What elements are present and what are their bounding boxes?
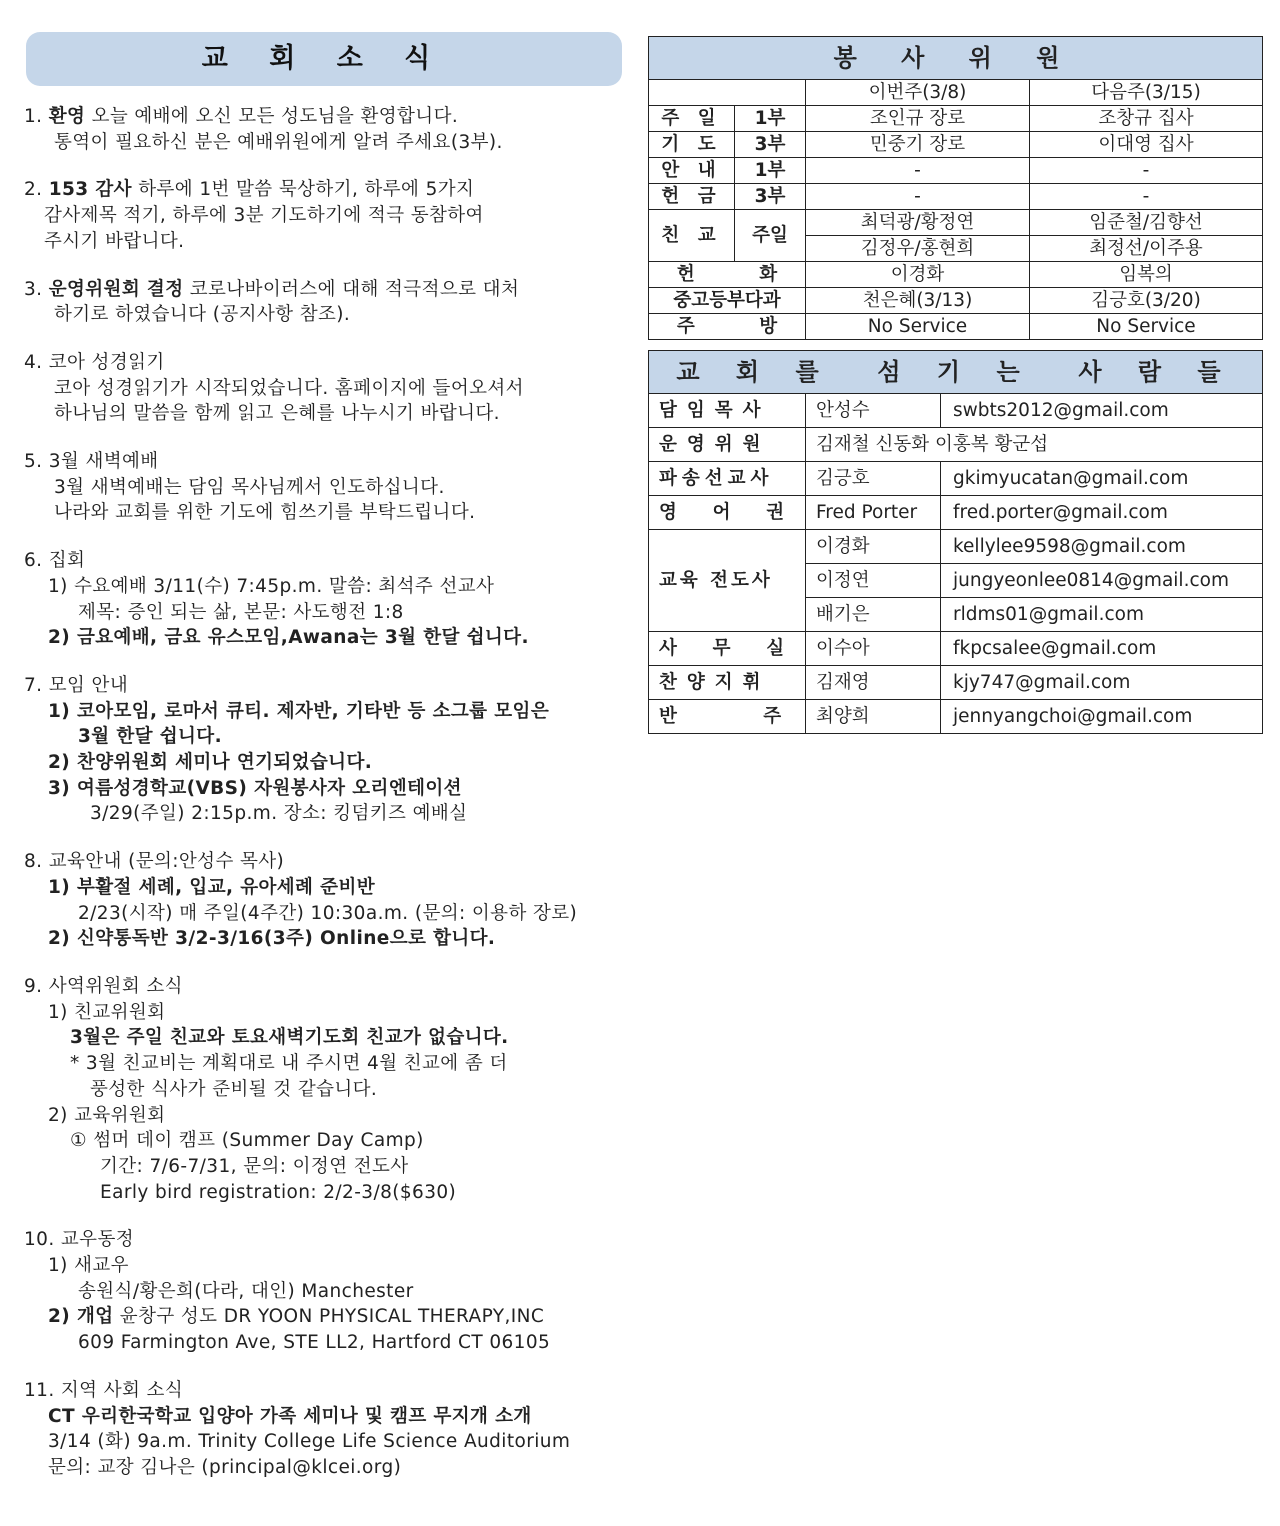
kitchen-this: No Service xyxy=(806,314,1030,340)
staff-name: 김긍호 xyxy=(806,462,941,496)
item-text: 오늘 예배에 오신 모든 성도님을 환영합니다. xyxy=(91,106,459,127)
staff-table xyxy=(648,350,1263,734)
staff-row xyxy=(649,394,1263,428)
blank-cell xyxy=(649,80,806,106)
staff-email-link[interactable]: kellylee9598@gmail.com xyxy=(941,530,1263,564)
item-number: 9. xyxy=(24,975,43,997)
staff-name: 배기은 xyxy=(806,598,941,632)
prayer-3-this: 민중기 장로 xyxy=(806,132,1030,158)
item-line: 609 Farmington Ave, STE LL2, Hartford CT 06105 xyxy=(78,1332,551,1354)
prayer-label-2: 기 도 xyxy=(649,132,735,158)
item-line: 3월은 주일 친교와 토요새벽기도회 친교가 없습니다. xyxy=(70,1027,509,1049)
item-number: 3. xyxy=(24,278,43,300)
item-line: 2) 찬양위원회 세미나 연기되었습니다. xyxy=(48,752,373,774)
item-heading: 교육안내 xyxy=(48,851,122,873)
item-line: 제목: 증인 되는 삶, 본문: 사도행전 1:8 xyxy=(78,601,404,623)
item-line: 2) 금요예배, 금요 유스모임,Awana는 3월 한달 쉽니다. xyxy=(48,627,529,649)
staff-name: 안성수 xyxy=(806,394,941,428)
flower-this: 이경화 xyxy=(806,262,1030,288)
item-line: 송원식/황은희(다라, 대인) Manchester xyxy=(78,1280,414,1302)
kitchen-next: No Service xyxy=(1030,314,1263,340)
usher-3-this: - xyxy=(806,184,1030,210)
staff-email-link[interactable]: swbts2012@gmail.com xyxy=(941,394,1263,428)
item-line-label: 2) 개업 xyxy=(48,1306,114,1328)
staff-email-link[interactable]: kjy747@gmail.com xyxy=(941,666,1263,700)
news-item-8 xyxy=(24,849,634,952)
item-line: * 3월 친교비는 계획대로 내 주시면 4월 친교에 좀 더 xyxy=(70,1053,508,1075)
news-item-4 xyxy=(24,350,634,427)
staff-name: 최양희 xyxy=(806,700,941,734)
staff-email-link[interactable]: jennyangchoi@gmail.com xyxy=(941,700,1263,734)
item-line: CT 우리한국학교 입양아 가족 세미나 및 캠프 무지개 소개 xyxy=(48,1405,532,1427)
item-number: 1. xyxy=(24,106,43,127)
usher-label: 안 내 xyxy=(649,158,735,184)
staff-name: 김재영 xyxy=(806,666,941,700)
item-line: 1) 친교위원회 xyxy=(48,1001,166,1023)
church-news-list xyxy=(24,104,634,1503)
staff-role: 파송선교사 xyxy=(649,462,806,496)
item-line: 하기로 하였습니다 (공지사항 참조). xyxy=(54,304,351,326)
item-note: (문의:안성수 목사) xyxy=(128,851,285,873)
fellowship-label: 친 교 xyxy=(649,210,735,262)
flower-label: 헌 화 xyxy=(649,262,806,288)
item-line: 문의: 교장 김나은 (principal@klcei.org) xyxy=(48,1456,402,1478)
staff-email-link[interactable]: gkimyucatan@gmail.com xyxy=(941,462,1263,496)
item-line: 3/29(주일) 2:15p.m. 장소: 킹덤키즈 예배실 xyxy=(90,803,468,825)
item-line: 2) 교육위원회 xyxy=(48,1104,166,1126)
item-number: 6. xyxy=(24,550,43,572)
item-number: 8. xyxy=(24,851,43,873)
item-line: 윤창구 성도 DR YOON PHYSICAL THERAPY,INC xyxy=(119,1306,545,1328)
staff-role: 담임목사 xyxy=(649,394,806,428)
fellowship-sunday: 주일 xyxy=(735,210,806,262)
news-item-11 xyxy=(24,1378,634,1481)
prayer-3-next: 이대영 집사 xyxy=(1030,132,1263,158)
item-heading: 집회 xyxy=(48,550,86,572)
item-heading: 3월 새벽예배 xyxy=(48,451,159,473)
staff-role: 사 무 실 xyxy=(649,632,806,666)
item-line: 나라와 교회를 위한 기도에 힘쓰기를 부탁드립니다. xyxy=(54,502,476,524)
item-heading: 모임 안내 xyxy=(48,674,129,696)
service-3: 3부 xyxy=(735,184,806,210)
item-heading: 사역위원회 소식 xyxy=(48,975,183,997)
item-number: 4. xyxy=(24,351,43,373)
staff-name: Fred Porter xyxy=(806,496,941,530)
news-item-7 xyxy=(24,673,634,827)
item-text: 코로나바이러스에 대해 적극적으로 대처 xyxy=(189,278,520,300)
youth-this: 천은혜(3/13) xyxy=(806,288,1030,314)
news-item-2 xyxy=(24,177,634,254)
prayer-1-next: 조창규 집사 xyxy=(1030,106,1263,132)
staff-role: 교육 전도사 xyxy=(649,530,806,632)
item-line: 하나님의 말씀을 함께 읽고 은혜를 나누시기 바랍니다. xyxy=(54,403,500,425)
item-line: ① 썸머 데이 캠프 (Summer Day Camp) xyxy=(70,1130,424,1152)
item-line: 3/14 (화) 9a.m. Trinity College Life Science Auditorium xyxy=(48,1431,571,1453)
item-heading: 운영위원회 결정 xyxy=(48,278,184,300)
item-line: 1) 수요예배 3/11(수) 7:45p.m. 말씀: 최석주 선교사 xyxy=(48,575,495,597)
item-heading: 코아 성경읽기 xyxy=(48,351,165,373)
item-line: 3월 한달 쉽니다. xyxy=(78,726,223,748)
usher-1-this: - xyxy=(806,158,1030,184)
staff-role: 찬양지휘 xyxy=(649,666,806,700)
volunteers-title: 봉 사 위 원 xyxy=(649,37,1263,80)
item-line: 주시기 바랍니다. xyxy=(44,230,185,252)
volunteers-table xyxy=(648,36,1263,340)
staff-email-link[interactable]: rldms01@gmail.com xyxy=(941,598,1263,632)
usher-3-next: - xyxy=(1030,184,1263,210)
fellowship-a-this: 최덕광/황정연 xyxy=(806,210,1030,236)
item-number: 7. xyxy=(24,674,43,696)
service-1: 1부 xyxy=(735,106,806,132)
staff-name: 이수아 xyxy=(806,632,941,666)
staff-name: 이경화 xyxy=(806,530,941,564)
staff-row xyxy=(649,632,1263,666)
news-item-1 xyxy=(24,104,634,155)
fellowship-b-next: 최정선/이주용 xyxy=(1030,236,1263,262)
item-text: 하루에 1번 말씀 묵상하기, 하루에 5가지 xyxy=(138,179,475,201)
staff-role: 운영위원 xyxy=(649,428,806,462)
staff-email-link[interactable]: fred.porter@gmail.com xyxy=(941,496,1263,530)
item-line: 3월 새벽예배는 담임 목사님께서 인도하십니다. xyxy=(54,476,445,498)
prayer-label: 주 일 xyxy=(649,106,735,132)
item-heading: 교우동정 xyxy=(60,1229,134,1251)
staff-email-link[interactable]: fkpcsalee@gmail.com xyxy=(941,632,1263,666)
youth-snack-label: 중고등부다과 xyxy=(649,288,806,314)
youth-next: 김긍호(3/20) xyxy=(1030,288,1263,314)
item-number: 2. xyxy=(24,179,43,201)
item-number: 11. xyxy=(24,1379,55,1401)
next-week-header: 다음주(3/15) xyxy=(1030,80,1263,106)
item-line: 1) 새교우 xyxy=(48,1255,129,1277)
service-1: 1부 xyxy=(735,158,806,184)
flower-next: 임복의 xyxy=(1030,262,1263,288)
staff-row xyxy=(649,530,1263,564)
staff-title: 교 회 를 섬 기 는 사 람 들 xyxy=(649,351,1263,394)
item-line: 코아 성경읽기가 시작되었습니다. 홈페이지에 들어오셔서 xyxy=(54,377,524,399)
staff-row xyxy=(649,666,1263,700)
item-line: 2) 신약통독반 3/2-3/16(3주) Online으로 합니다. xyxy=(48,928,496,950)
church-news-banner xyxy=(26,32,622,86)
item-number: 10. xyxy=(24,1229,55,1251)
news-item-9 xyxy=(24,974,634,1205)
staff-role: 반 주 xyxy=(649,700,806,734)
staff-role: 영 어 권 xyxy=(649,496,806,530)
fellowship-b-this: 김정우/홍현희 xyxy=(806,236,1030,262)
staff-row xyxy=(649,700,1263,734)
item-line: 3) 여름성경학교(VBS) 자원봉사자 오리엔테이션 xyxy=(48,777,462,799)
item-heading: 153 감사 xyxy=(48,179,132,201)
staff-name: 이정연 xyxy=(806,564,941,598)
kitchen-label: 주 방 xyxy=(649,314,806,340)
staff-name: 김재철 신동화 이홍복 황군섭 xyxy=(806,428,1263,462)
item-number: 5. xyxy=(24,451,43,473)
usher-1-next: - xyxy=(1030,158,1263,184)
item-line: 1) 부활절 세례, 입교, 유아세례 준비반 xyxy=(48,876,375,898)
fellowship-a-next: 임준철/김향선 xyxy=(1030,210,1263,236)
item-line: 2/23(시작) 매 주일(4주간) 10:30a.m. (문의: 이용하 장로) xyxy=(78,902,578,924)
news-item-3 xyxy=(24,277,634,328)
staff-row xyxy=(649,496,1263,530)
news-item-10 xyxy=(24,1227,634,1356)
church-news-title: 교 회 소 식 xyxy=(201,43,447,74)
this-week-header: 이번주(3/8) xyxy=(806,80,1030,106)
service-3: 3부 xyxy=(735,132,806,158)
item-line: 감사제목 적기, 하루에 3분 기도하기에 적극 동참하여 xyxy=(44,205,484,227)
prayer-1-this: 조인규 장로 xyxy=(806,106,1030,132)
item-line: 통역이 필요하신 분은 예배위원에게 알려 주세요(3부). xyxy=(54,131,503,153)
item-heading: 환영 xyxy=(48,106,86,127)
item-line: 기간: 7/6-7/31, 문의: 이정연 전도사 xyxy=(100,1155,409,1177)
item-line: Early bird registration: 2/2-3/8($630) xyxy=(100,1181,457,1203)
item-line: 풍성한 식사가 준비될 것 같습니다. xyxy=(90,1078,378,1100)
offering-label: 헌 금 xyxy=(649,184,735,210)
news-item-5 xyxy=(24,449,634,526)
staff-row xyxy=(649,462,1263,496)
item-line: 1) 코아모임, 로마서 큐티. 제자반, 기타반 등 소그룹 모임은 xyxy=(48,700,550,722)
staff-email-link[interactable]: jungyeonlee0814@gmail.com xyxy=(941,564,1263,598)
item-heading: 지역 사회 소식 xyxy=(60,1379,184,1401)
news-item-6 xyxy=(24,548,634,651)
staff-row xyxy=(649,428,1263,462)
